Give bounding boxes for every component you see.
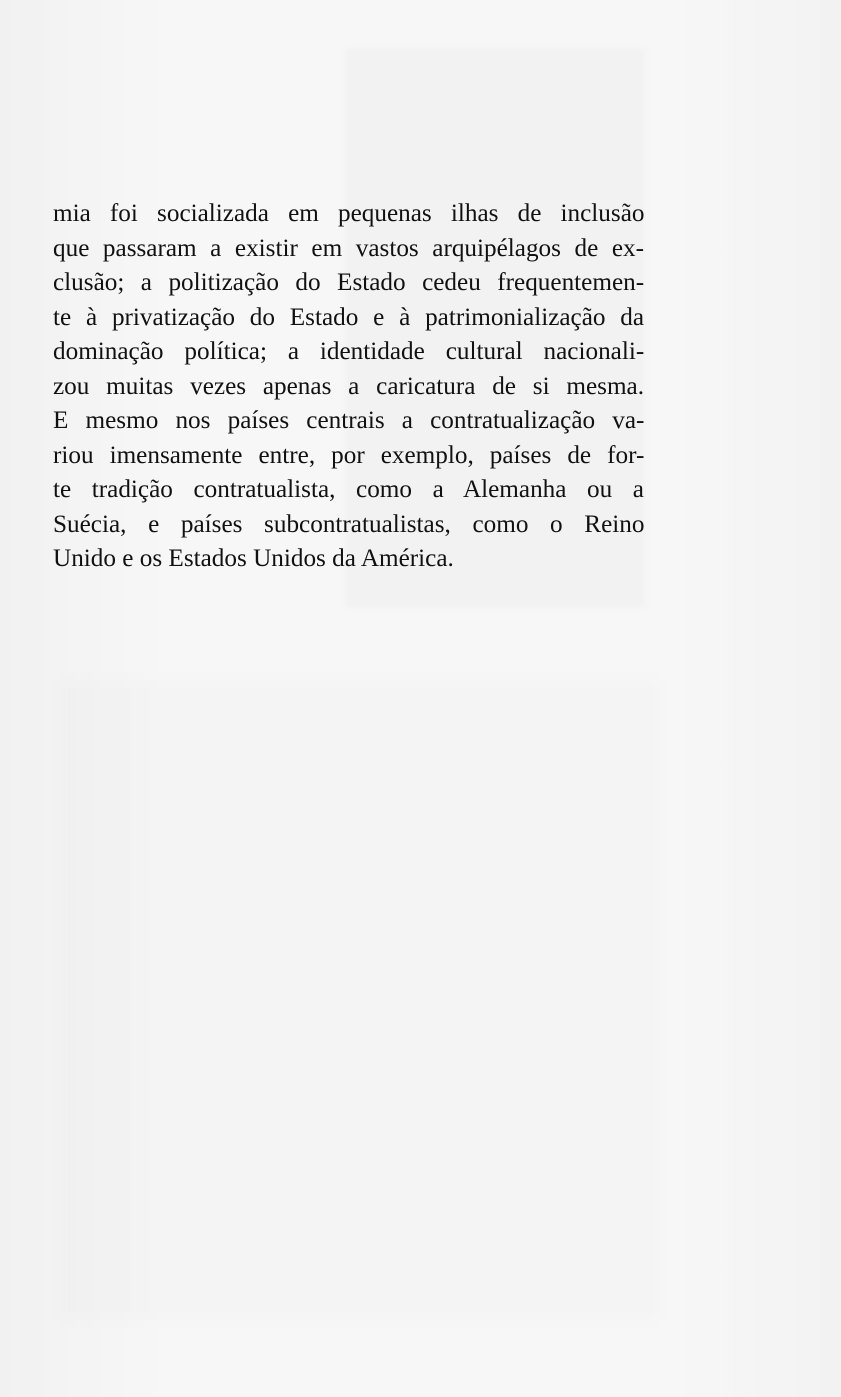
text-line: que passaram a existir em vastos arquipélagos de ex- — [53, 234, 644, 262]
bleed-through-shadow-lower — [60, 680, 660, 1320]
text-line: Suécia, e países subcontratualistas, como o Reino — [53, 510, 645, 538]
text-line-last: Unido e os Estados Unidos da América. — [53, 545, 454, 572]
text-line: E mesmo nos países centrais a contratualização va- — [53, 407, 645, 434]
text-line: mia foi socializada em pequenas ilhas de inclusão — [53, 200, 645, 227]
text-line: te à privatização do Estado e à patrimonialização da — [53, 303, 645, 331]
text-line: riou imensamente entre, por exemplo, países de for- — [53, 441, 645, 469]
text-line: te tradição contratualista, como a Alemanha ou a — [53, 476, 644, 503]
text-line: clusão; a politização do Estado cedeu frequentemen- — [53, 269, 645, 296]
body-paragraph — [53, 197, 644, 577]
text-line: zou muitas vezes apenas a caricatura de si mesma. — [53, 372, 645, 400]
text-line: dominação política; a identidade cultural nacionali- — [53, 338, 645, 365]
